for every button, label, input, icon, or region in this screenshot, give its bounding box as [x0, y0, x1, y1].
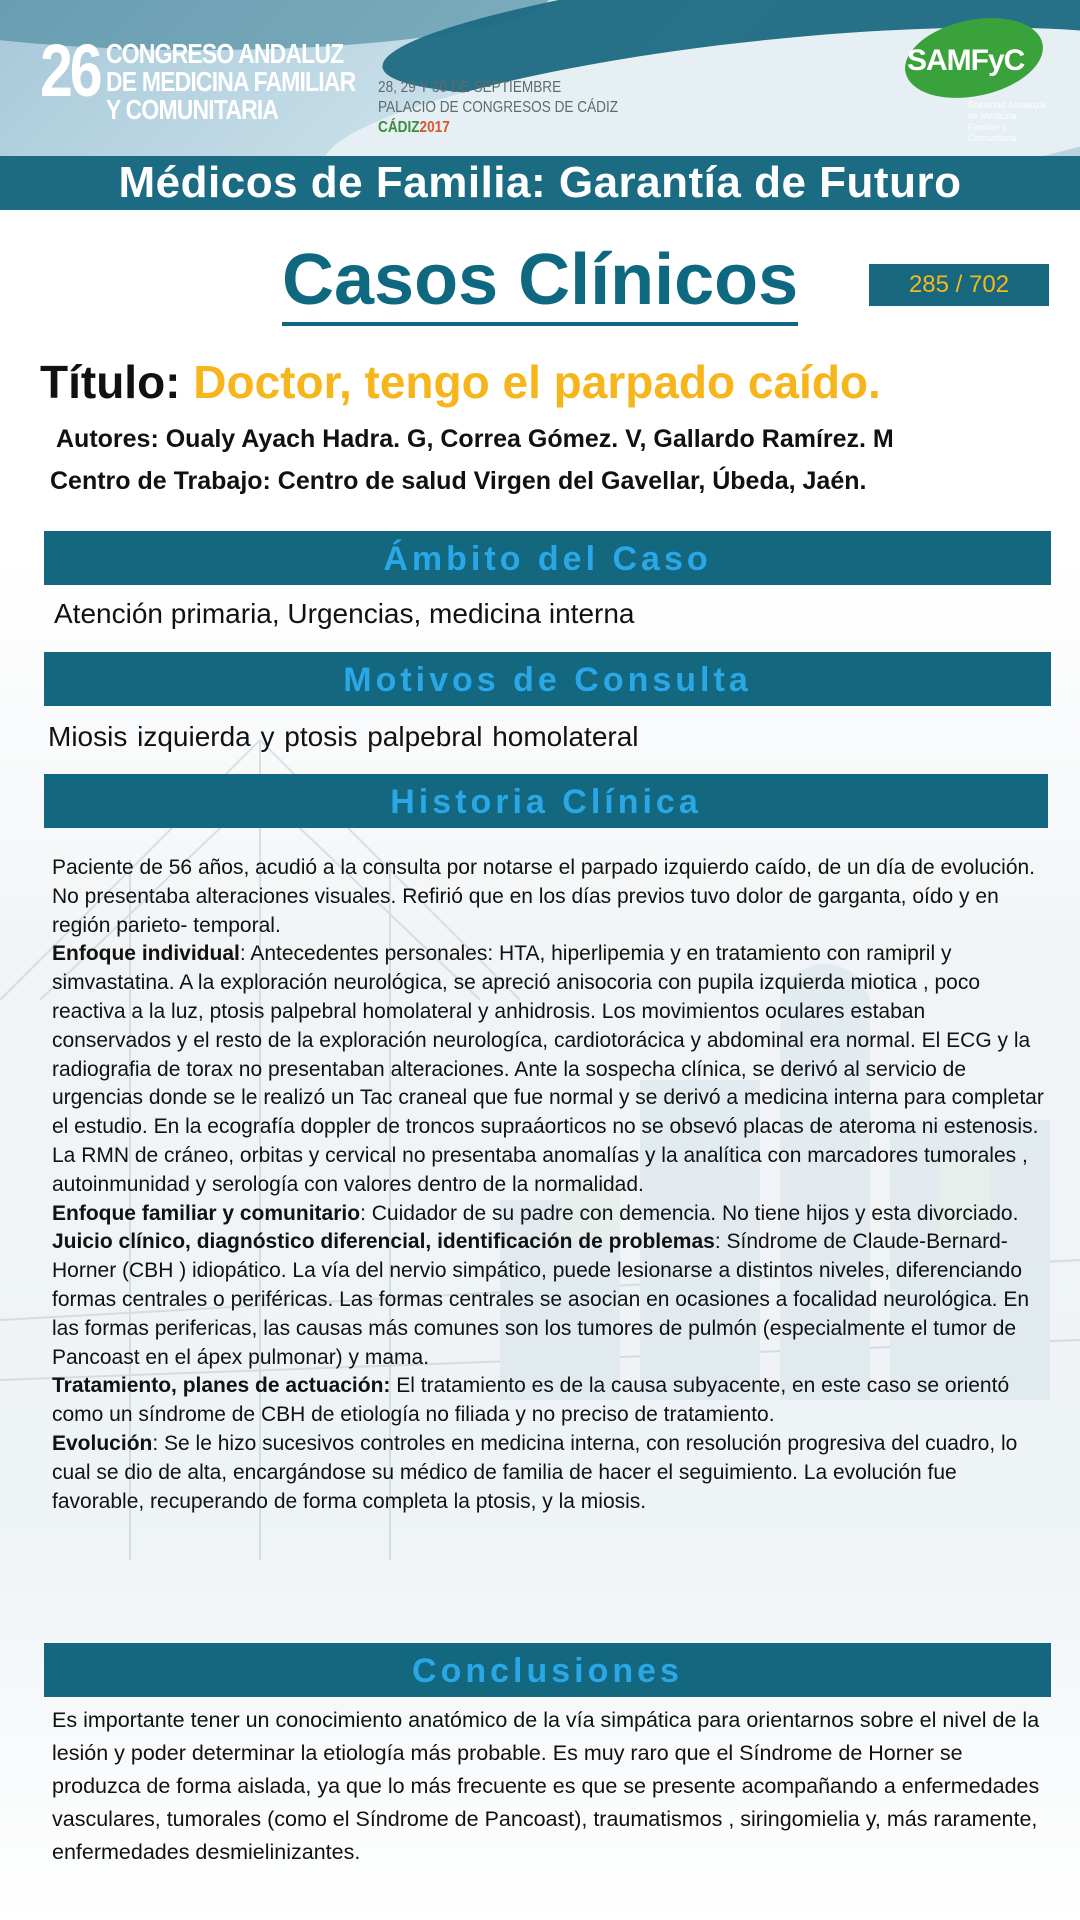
- history-label: Evolución: [52, 1431, 153, 1455]
- page-title: Casos Clínicos: [282, 238, 798, 326]
- authors-line: Autores: Oualy Ayach Hadra. G, Correa Gómez. V, Gallardo Ramírez. M: [56, 425, 894, 453]
- city-year: [378, 118, 618, 138]
- samfyc-logo-subtitle: Sociedad Andaluza de Medicina Familiar y Comunitaria: [968, 100, 1046, 143]
- history-label: Enfoque familiar y comunitario: [52, 1201, 361, 1225]
- history-text: : Síndrome de Claude-Bernard-Horner (CBH ) idiopático. La vía del nervio simpático, puede lesionarse a distintos niveles, diferenciando formas centrales o periféricas. Las formas centrales se asocian en ocasiones a focalidad neurológica. En las formas perifericas, las causas más comunes son los tumores de pulmón (especialmente el tumor de Pancoast en el ápex pulmonar) y mama.: [52, 1230, 1030, 1369]
- history-intro: Paciente de 56 años, acudió a la consulta por notarse el parpado izquierdo caído, de un día de evolución. No presentaba alteraciones visuales. Refirió que en los días previos tuvo dolor de garganta, oído y en región parieto- temporal.: [52, 856, 1036, 937]
- slogan-banner: Médicos de Familia: Garantía de Futuro: [0, 156, 1080, 210]
- history-label: Tratamiento, planes de actuación:: [52, 1374, 391, 1398]
- history-text: : Se le hizo sucesivos controles en medicina interna, con resolución progresiva del cuadro, lo cual se dio de alta, encargándose su médico de familia de hacer el seguimiento. La evolución fue favorable, recuperando de forma completa la ptosis, y la miosis.: [52, 1431, 1018, 1513]
- samfyc-logo-text: SAMFyC: [907, 44, 1025, 77]
- clinical-history-body: [52, 854, 1044, 1516]
- congress-name: [106, 40, 355, 124]
- history-text: : Cuidador de su padre con demencia. No tiene hijos y esta divorciado.: [360, 1201, 1019, 1225]
- history-label: Juicio clínico, diagnóstico diferencial, identificación de problemas: [52, 1230, 715, 1254]
- case-title-value: Doctor, tengo el parpado caído.: [193, 356, 881, 408]
- section-header-ambito: Ámbito del Caso: [44, 531, 1051, 585]
- page-counter-badge: 285 / 702: [869, 264, 1049, 306]
- year: 2017: [419, 119, 450, 136]
- congress-line: Y COMUNITARIA: [106, 94, 279, 125]
- history-paragraph-evolucion: [52, 1430, 1044, 1516]
- history-text: : Antecedentes personales: HTA, hiperlipemia y en tratamiento con ramipril y simvastatina. A la exploración neurológica, se apreció anisocoria con pupila izquierda miotica , poco reactiva a la luz, ptosis palpebral homolateral y anhidrosis. Los movimientos oculares estaban conservados y el resto de la exploración neurologíca, cardiotorácica y abdominal era normal. El ECG y la radiografia de torax no presentaban alteraciones. Ante la sospecha clínica, se derivó al servicio de urgencias donde se le realizó un Tac craneal que fue normal y se derivó a medicina interna para completar el estudio. En la ecografía doppler de troncos supraáorticos no se obsevó placas de ateroma ni estenosis. La RMN de cráneo, orbitas y cervical no presentaba anomalías y la analítica con marcadores tumorales , autoinmunidad y serología con valores dentro de la normalidad.: [52, 942, 1044, 1196]
- edition-number: 26: [40, 29, 100, 112]
- history-paragraph-familiar: [52, 1200, 1044, 1229]
- dates-line: 28, 29 Y 30 DE SEPTIEMBRE: [378, 79, 562, 96]
- history-paragraph-tratamiento: [52, 1372, 1044, 1430]
- congress-dates: [378, 78, 618, 138]
- section-header-historia: Historia Clínica: [44, 774, 1048, 828]
- section-text-motivos: Miosis izquierda y ptosis palpebral homolateral: [48, 721, 639, 752]
- congress-header: [0, 0, 1080, 156]
- congress-line: CONGRESO ANDALUZ: [106, 38, 344, 69]
- city-name: CÁDIZ: [378, 119, 420, 136]
- conclusions-body: Es importante tener un conocimiento anatómico de la vía simpática para orientarnos sobre el nivel de la lesión y poder determinar la etiología más probable. Es muy raro que el Síndrome de Horner se produzca de forma aislada, ya que lo más frecuente es que se presente acompañando a enfermedades vasculares, tumorales (como el Síndrome de Pancoast), traumatismos , siringomielia y, más raramente, enfermedades desmielinizantes.: [52, 1708, 1040, 1864]
- history-paragraph-juicio: [52, 1228, 1044, 1372]
- case-title-label: Título:: [40, 356, 194, 408]
- venue-line: PALACIO DE CONGRESOS DE CÁDIZ: [378, 99, 619, 116]
- history-text: El tratamiento es de la causa subyacente, en este caso se orientó como un síndrome de CBH de etiología no filiada y no preciso de tratamiento.: [52, 1374, 1010, 1427]
- workplace-line: Centro de Trabajo: Centro de salud Virgen del Gavellar, Úbeda, Jaén.: [50, 467, 867, 495]
- history-paragraph-individual: [52, 940, 1044, 1199]
- section-header-motivos: Motivos de Consulta: [44, 652, 1051, 706]
- congress-line: DE MEDICINA FAMILIAR: [106, 66, 356, 97]
- history-label: Enfoque individual: [52, 942, 240, 966]
- section-text-ambito: Atención primaria, Urgencias, medicina interna: [54, 598, 635, 629]
- section-header-conclusiones: Conclusiones: [44, 1643, 1051, 1697]
- case-title: [40, 356, 881, 408]
